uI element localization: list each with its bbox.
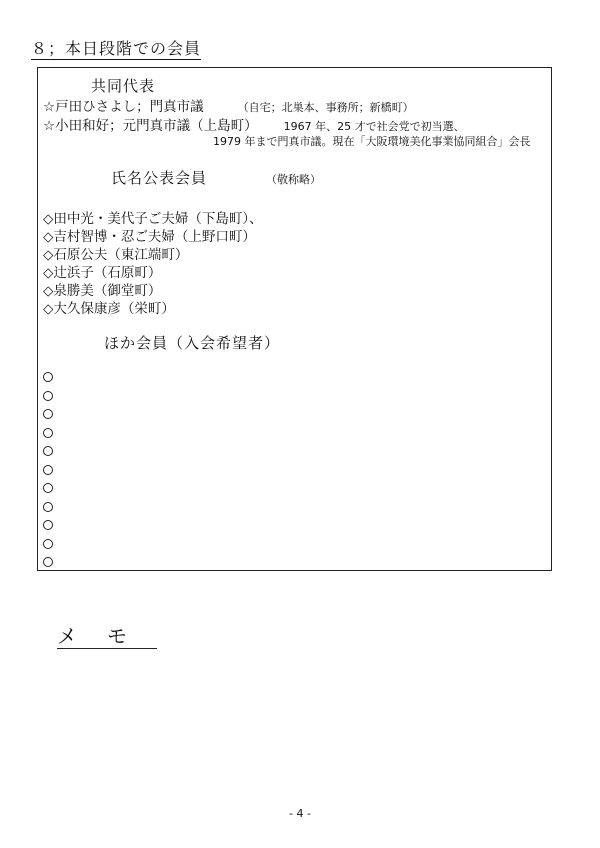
representative-note: 1967 年、25 才で社会党で初当選、: [283, 120, 465, 133]
section-heading: ８；本日段階での会員: [31, 39, 202, 58]
member-item: ◇石原公夫（東江端町）: [43, 247, 189, 263]
public-members-title: 氏名公表会員: [111, 169, 208, 187]
member-placeholder-circle: [43, 391, 53, 401]
other-members-title: ほか会員（入会希望者）: [104, 334, 281, 352]
member-placeholder-circle: [43, 539, 53, 549]
member-placeholder-circle: [43, 372, 53, 382]
member-item: ◇泉勝美（御堂町）: [43, 283, 162, 299]
representative-item: [43, 95, 414, 115]
member-placeholder-circle: [43, 502, 53, 512]
representative-note-continuation: 1979 年まで門真市議。現在「大阪環境美化事業協同組合」会長: [213, 135, 531, 148]
representative-note: （自宅；北巣本、事務所；新橋町）: [237, 101, 414, 114]
members-box: [37, 67, 552, 571]
member-placeholder-circle: [43, 520, 53, 530]
member-item: ◇吉村智博・忍ご夫婦（上野口町）: [43, 229, 256, 245]
member-item: ◇辻浜子（石原町）: [43, 265, 162, 281]
member-placeholder-circle: [43, 446, 53, 456]
memo-heading: メモ: [57, 624, 157, 648]
representative-item: [43, 114, 465, 134]
representative-name: ☆小田和好；元門真市議（上島町）: [43, 118, 258, 134]
representative-name: ☆戸田ひさよし；門真市議: [43, 99, 204, 115]
representatives-title: 共同代表: [91, 77, 156, 95]
member-placeholder-circle: [43, 409, 53, 419]
member-placeholder-circle: [43, 465, 53, 475]
member-placeholder-circle: [43, 483, 53, 493]
page-number: - 4 -: [289, 807, 311, 820]
member-item: ◇大久保康彦（栄町）: [43, 301, 175, 317]
member-placeholder-circle: [43, 428, 53, 438]
member-placeholder-circle: [43, 557, 53, 567]
public-members-note: （敬称略）: [266, 173, 321, 186]
member-item: ◇田中光・美代子ご夫婦（下島町）、: [43, 211, 263, 227]
